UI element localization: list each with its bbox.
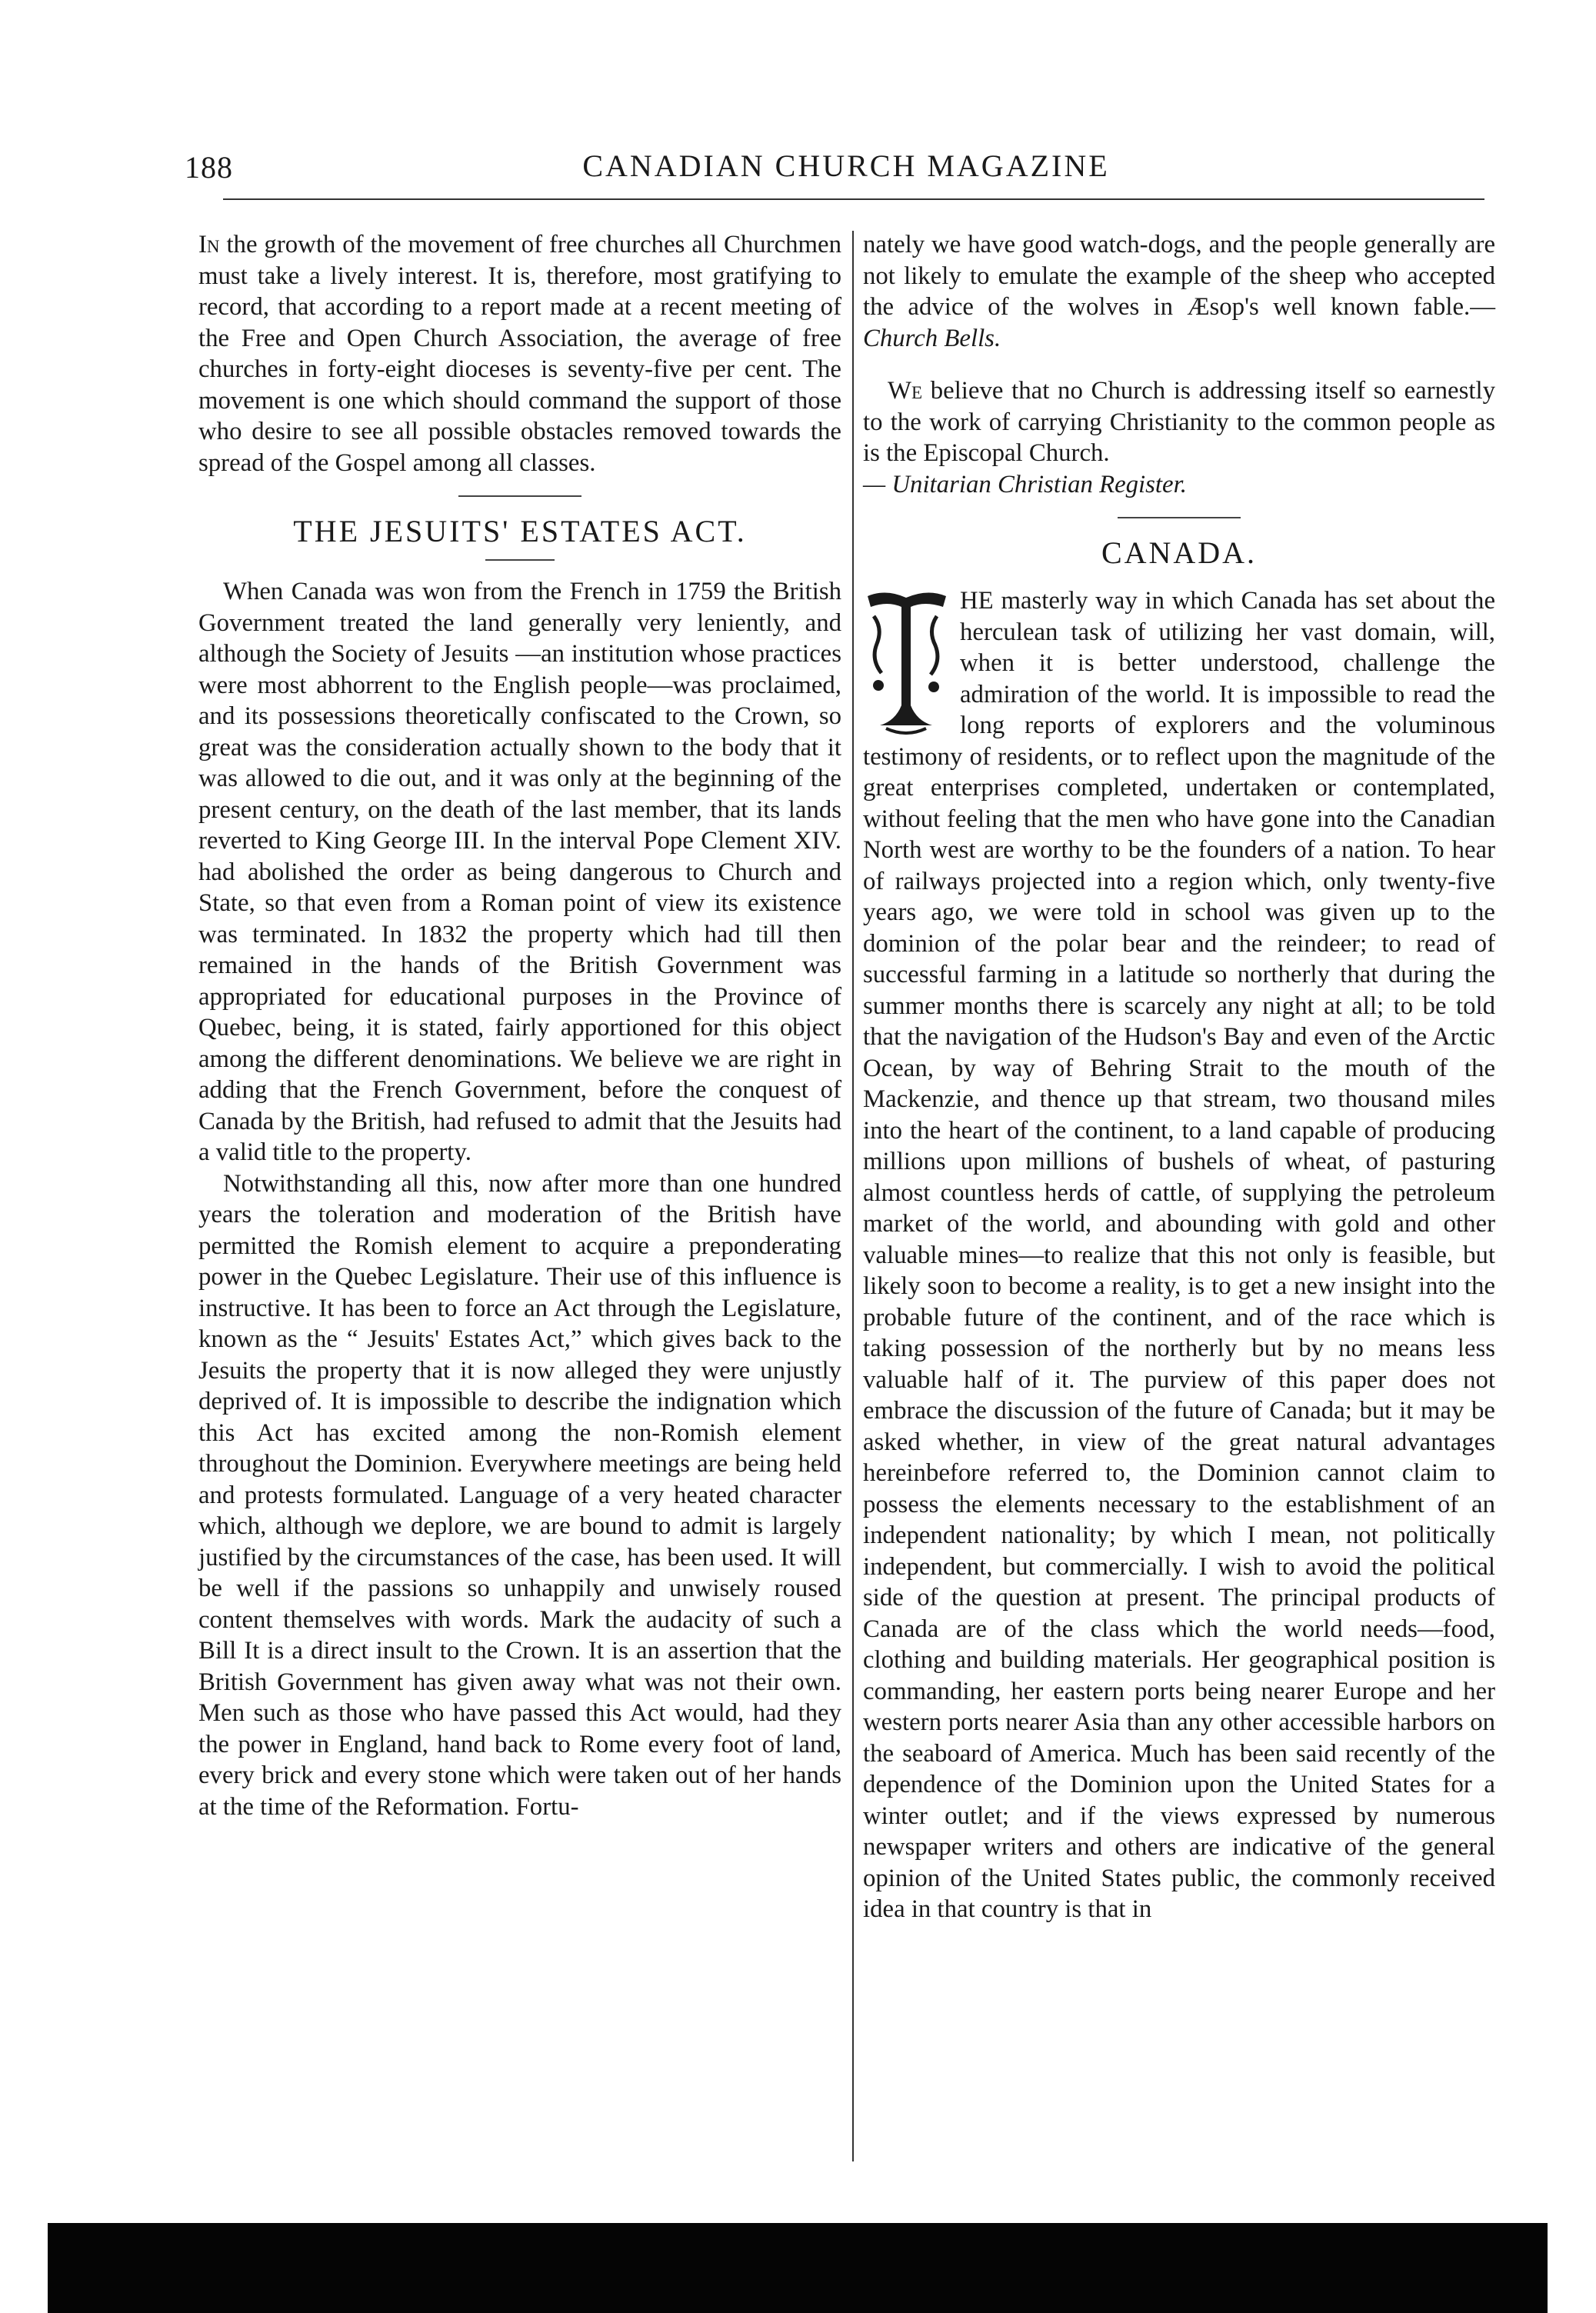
heading-rule	[485, 559, 555, 561]
ornamental-dropcap	[863, 590, 949, 735]
jesuits-paragraph-2: Notwithstanding all this, now after more than one hundred years the toleration and moderation of the British have permitted the Romish element to acquire a preponderating power in the Quebec Legislature. Their use of this influence is instructive. It has been to force an Act through the Legislature, known as the “ Jesuits' Estates Act,” which gives back to the Jesuits the property that it is now alleged they were unjustly deprived of. It is impossible to describe the indignation which this Act has excited among the non-Romish element throughout the Dominion. Everywhere meetings are being held and protests formulated. Language of a very heated character which, although we deplore, we are bound to admit is largely justified by the circumstances of the case, has been used. It will be well if the passions so unhappily and unwisely roused content themselves with words. Mark the audacity of such a Bill It is a direct insult to the Crown. It is an assertion that the British Government has given away what was not their own. Men such as those who have passed this Act would, had they the power in England, hand back to Rome every foot of land, every brick and every stone which were taken out of her hands at the time of the Reformation. Fortu-	[198, 1169, 841, 1821]
section-divider	[458, 495, 581, 497]
unitarian-text: believe that no Church is addressing itself so earnestly to the work of carrying Christianity to the common people as is the Episcopal Church.	[863, 377, 1495, 467]
column-divider	[852, 231, 854, 2161]
unitarian-lead: We	[888, 377, 923, 405]
spacer	[863, 572, 1495, 585]
continuation-text: nately we have good watch-dogs, and the people generally are not likely to emulate the example of the sheep who accepted the advice of the wolves in Æsop's well known fable.—	[863, 231, 1495, 321]
continuation-source: Church Bells.	[863, 324, 1001, 352]
jesuits-heading: THE JESUITS' ESTATES ACT.	[293, 514, 747, 548]
spacer	[863, 354, 1495, 375]
right-column	[863, 229, 1495, 1925]
canada-paragraph: HE masterly way in which Canada has set about the herculean task of utilizing her vast domain, will, when it is better understood, challenge the admiration of the world. It is impossible to read the long reports of explorers and the voluminous testimony of residents, or to reflect upon the magnitude of the great enterprises completed, undertaken or contemplated, without feeling that the men who have gone into the Canadian North west are worthy to be the founders of a nation. To hear of railways projected into a region which, only twenty-five years ago, we were told in school was given up to the dominion of the polar bear and the reindeer; to read of successful farming in a latitude so northerly that during the summer months there is scarcely any night at all; to be told that the navigation of the Hudson's Bay and even of the Arctic Ocean, by way of Behring Strait to the mouth of the Mackenzie, and thence up that stream, two thousand miles into the heart of the continent, to a land capable of producing millions upon millions of bushels of wheat, of pasturing almost countless herds of cattle, of supplying the petroleum market of the world, and abounding with gold and other valuable mines—to realize that this not only is feasible, but likely soon to become a reality, is to get a new insight into the probable future of the continent, and of the race which is taking possession of the northerly but by no means less valuable half of it. The purview of this paper does not embrace the discussion of the future of Canada; but it may be asked whether, in view of the great natural advantages hereinbefore referred to, the Dominion cannot claim to possess the elements necessary to the establishment of an independent nationality; by which I mean, not politically independent, but commercially. I wish to avoid the political side of the question at present. The principal products of Canada are of the class which the world needs—food, clothing and building materials. Her geographical position is commanding, her eastern ports being nearer Europe and her western ports nearer Asia than any other accessible harbors on the seaboard of America. Much has been said recently of the dependence of the Dominion upon the United States for a winter outlet; and if the views expressed by numerous newspaper writers and others are indicative of the general opinion of the United States public, the commonly received idea in that country is that in	[863, 587, 1495, 1924]
running-title: CANADIAN CHURCH MAGAZINE	[582, 148, 1110, 183]
scan-bottom-border	[48, 2223, 1548, 2313]
dropcap-ornament-icon	[863, 590, 949, 735]
header-rule	[223, 198, 1484, 200]
free-churches-lead: In	[198, 231, 220, 258]
canada-article	[863, 585, 1495, 1925]
free-churches-text: the growth of the movement of free churches all Churchmen must take a lively interest. It is, therefore, most gratifying to record, that according to a report made at a recent meeting of the Free and Open Church Association, the average of free churches in forty-eight dioceses is seventy-five per cent. The movement is one which should command the support of those who desire to see all possible obstacles removed towards the spread of the Gospel among all classes.	[198, 231, 841, 477]
page-number: 188	[185, 150, 233, 185]
free-churches-paragraph	[198, 229, 841, 478]
canada-heading: CANADA.	[1101, 535, 1258, 570]
left-column	[198, 229, 841, 1822]
page-header	[169, 146, 1523, 189]
unitarian-paragraph	[863, 375, 1495, 469]
section-divider	[1118, 517, 1241, 518]
unitarian-source: — Unitarian Christian Register.	[863, 470, 1187, 498]
continuation-paragraph	[863, 229, 1495, 354]
jesuits-paragraph-1: When Canada was won from the French in 1759 the British Government treated the land generally very leniently, and although the Society of Jesuits —an institution whose practices were most abhorrent to the English people—was proclaimed, and its possessions theoretically confiscated to the Crown, so great was the consideration actually shown to the body that it was allowed to die out, and it was only at the beginning of the present century, on the death of the last member, that its lands reverted to King George III. In the interval Pope Clement XIV. had abolished the order as being dangerous to Church and State, so that even from a Roman point of view its existence was terminated. In 1832 the property which had till then remained in the hands of the British Government was appropriated for educational purposes in the Province of Quebec, being, it is stated, fairly apportioned for this object among the different denominations. We believe we are right in adding that the French Government, before the conquest of Canada by the British, had refused to admit that the Jesuits had a valid title to the property.	[198, 578, 841, 1167]
